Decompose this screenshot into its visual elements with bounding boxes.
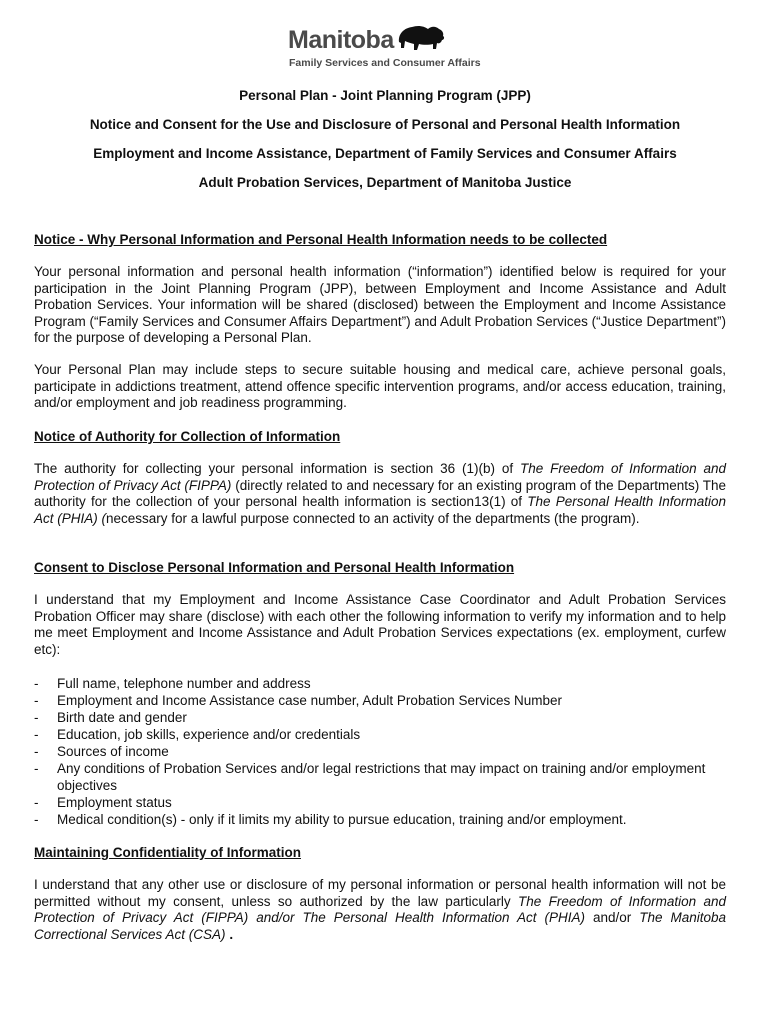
document-title: Personal Plan - Joint Planning Program (JPP) [239,88,531,103]
confidentiality-text-c: and/or [584,910,640,925]
authority-text-e: necessary for a lawful purpose connected to an activity of the departments (the program). [106,510,640,526]
list-item: - Education, job skills, experience and/or credentials [34,726,726,743]
confidentiality-text-a: I understand that any other use or disclosure of my personal information or personal health information will not be permitted without my consent, unless so authorized by the law particularly [34,877,726,909]
confidentiality-text-e: . [225,926,234,942]
authority-heading: Notice of Authority for Collection of Information [34,429,341,444]
department-line-2: Adult Probation Services, Department of Manitoba Justice [198,175,572,190]
notice-heading: Notice - Why Personal Information and Personal Health Information needs to be collected [34,232,608,247]
bison-icon [395,22,447,56]
fippa-act-title: The Freedom of Information and Protection of Privacy Act (FIPPA) [34,461,726,493]
list-item: - Birth date and gender [34,709,726,726]
manitoba-logo [288,22,488,72]
fippa-phia-act-titles: The Freedom of Information and Protection of Privacy Act (FIPPA) and/or The Personal Health Information Act (PHIA) [34,893,727,925]
csa-act-title: The Manitoba Correctional Services Act (CSA) [34,910,726,942]
notice-paragraph-1: Your personal information and personal health information (“information”) identified below is required for your participation in the Joint Planning Program (JPP), between Employment and Income Assistance and Adult Probation Services. Your information will be shared (disclosed) between the Employment and Income Assistance Program (“Family Services and Consumer Affairs Department”) and Adult Probation Services (“Justice Department”) for the purpose of developing a Personal Plan. [34,264,726,345]
list-item: - Full name, telephone number and address [34,675,726,692]
notice-paragraph-2: Your Personal Plan may include steps to secure suitable housing and medical care, achieve personal goals, participate in addictions treatment, attend offence specific intervention programs, and/or access education, training, and/or employment and job readiness programming. [34,362,726,410]
logo-subtitle: Family Services and Consumer Affairs [289,57,481,69]
consent-paragraph: I understand that my Employment and Income Assistance Case Coordinator and Adult Probation Services Probation Officer may share (disclose) with each other the following information to verify my information and to help me meet Employment and Income Assistance and Adult Probation Services expectations (ex. employment, curfew etc): [34,592,726,657]
list-item: - Employment status [34,794,726,811]
confidentiality-heading: Maintaining Confidentiality of Information [34,845,301,860]
department-line-1: Employment and Income Assistance, Department of Family Services and Consumer Affairs [93,146,677,161]
disclosure-list [34,675,726,828]
authority-text-c: (directly related to and necessary for an existing program of the Departments) The authority for the collection of your personal health information is section13(1) of [34,477,726,509]
list-item: - Sources of income [34,743,726,760]
authority-paragraph [34,461,726,527]
authority-text-a: The authority for collecting your personal information is section 36 (1)(b) of [34,461,520,476]
confidentiality-paragraph [34,877,726,943]
list-item: - Medical condition(s) - only if it limits my ability to pursue education, training and/or employment. [34,811,726,828]
consent-heading: Consent to Disclose Personal Information and Personal Health Information [34,560,515,575]
phia-act-title: The Personal Health Information Act (PHIA) ( [34,494,726,526]
list-item: - Any conditions of Probation Services and/or legal restrictions that may impact on training and/or employment objectives [34,760,726,794]
document-subtitle: Notice and Consent for the Use and Disclosure of Personal and Personal Health Information [89,117,681,132]
list-item: - Employment and Income Assistance case number, Adult Probation Services Number [34,692,726,709]
logo-wordmark: Manitoba [288,26,394,54]
